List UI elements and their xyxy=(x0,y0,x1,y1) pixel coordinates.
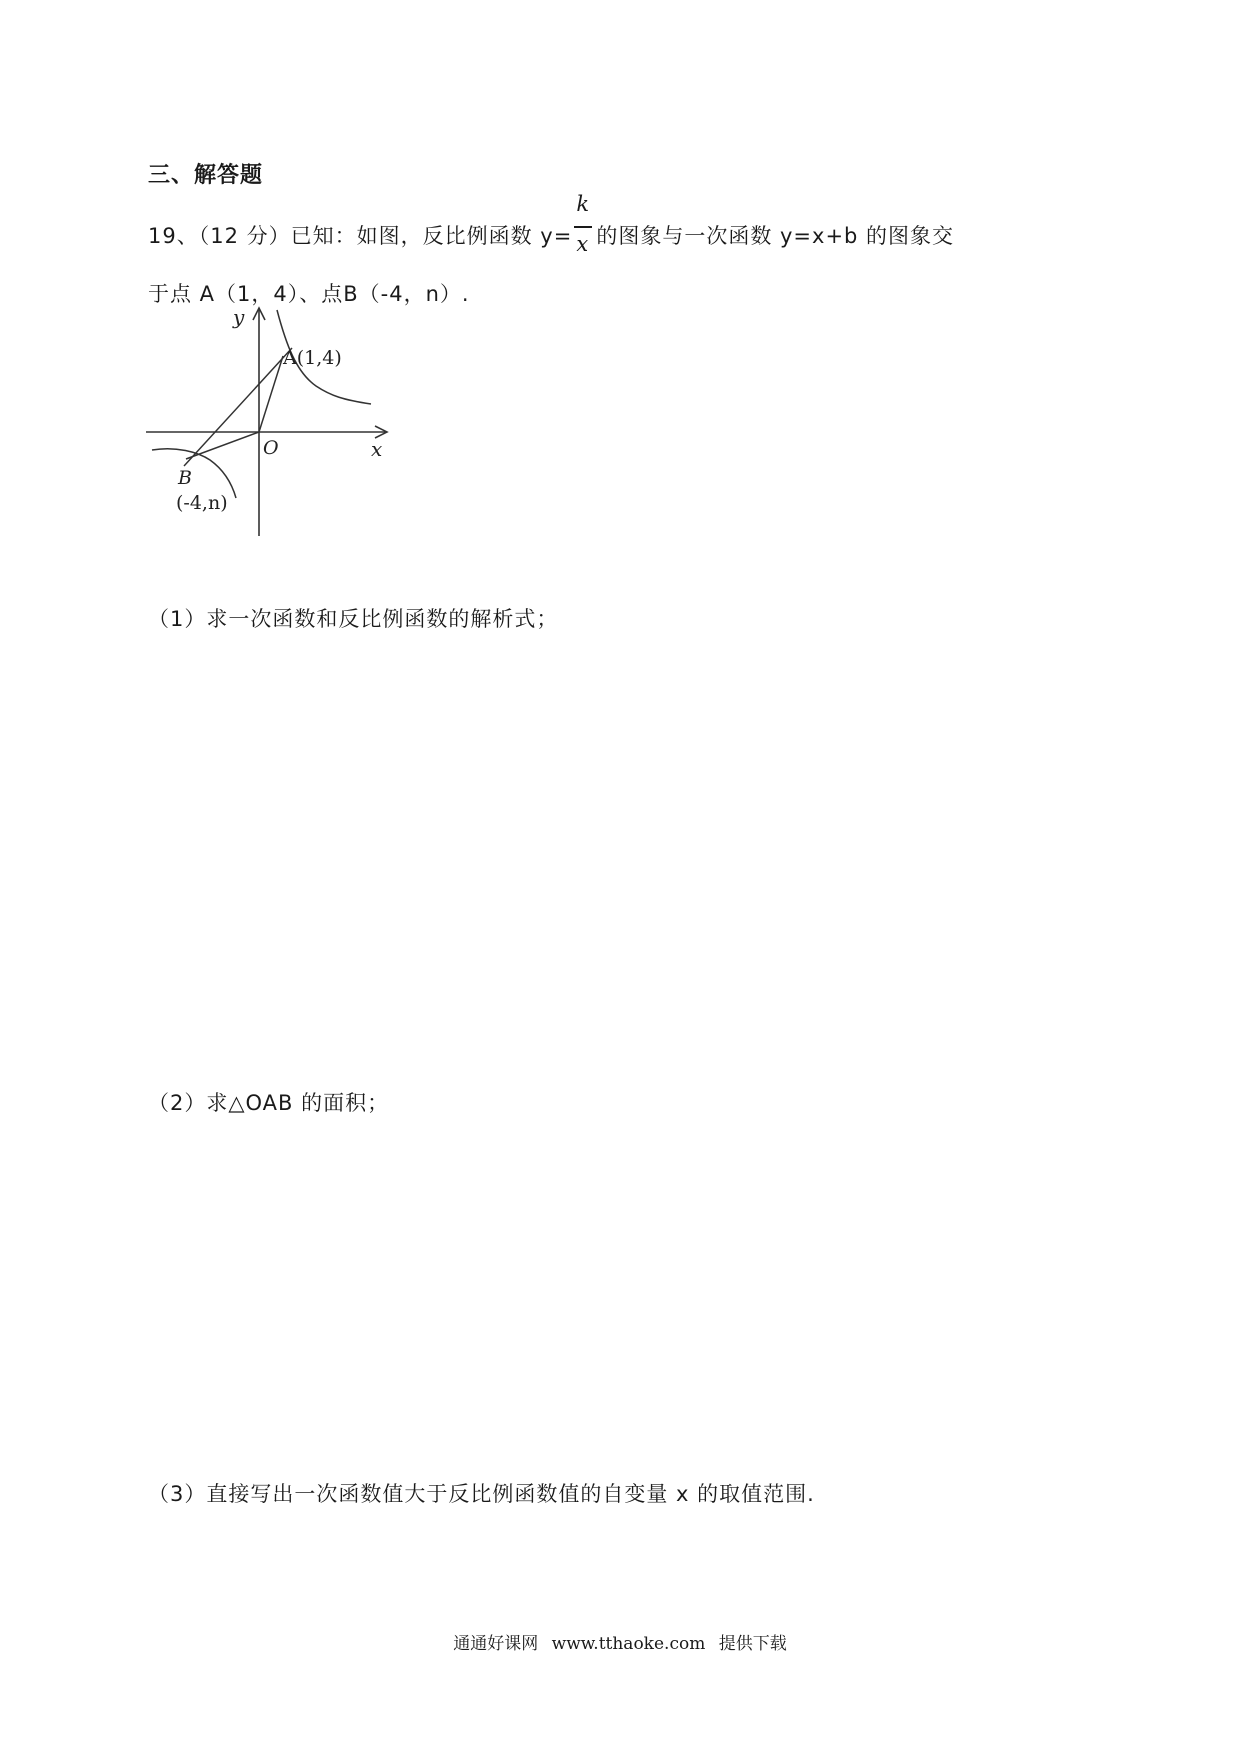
footer-site-name: 通通好课网 xyxy=(453,1634,539,1654)
point-a-label: A(1,4) xyxy=(283,347,342,369)
graph-svg xyxy=(146,304,396,536)
y-axis-label: y xyxy=(233,305,245,329)
sub-question-3: （3）直接写出一次函数值大于反比例函数值的自变量 x 的取值范围. xyxy=(148,1482,815,1506)
point-b-label: B xyxy=(178,467,192,489)
question-line-2: 于点 A（1，4）、点B（-4，n）. xyxy=(148,282,470,306)
x-axis-label: x xyxy=(371,437,383,461)
point-b-coords: (-4,n) xyxy=(176,492,228,514)
footer-suffix: 提供下载 xyxy=(718,1634,787,1654)
fraction-k-over-x xyxy=(572,192,596,256)
origin-label: O xyxy=(263,437,279,459)
sub-question-2: （2）求△OAB 的面积； xyxy=(148,1091,390,1115)
sub-question-1: （1）求一次函数和反比例函数的解析式； xyxy=(148,607,559,631)
fraction-bar xyxy=(574,226,592,228)
fraction-numerator: k xyxy=(576,192,591,216)
section-heading: 三、解答题 xyxy=(148,163,264,188)
fraction-denominator: x xyxy=(576,232,590,256)
function-graph-figure xyxy=(146,304,396,540)
page-footer xyxy=(0,1629,1240,1654)
footer-url[interactable]: www.tthaoke.com xyxy=(551,1634,706,1654)
segment-ob xyxy=(186,432,259,459)
question-text-after-fraction: 的图象与一次函数 y=x+b 的图象交 xyxy=(596,224,955,248)
question-line-1 xyxy=(148,192,955,256)
segment-oa xyxy=(259,356,283,432)
question-text-before-fraction: 19、（12 分）已知：如图，反比例函数 y= xyxy=(148,224,573,248)
